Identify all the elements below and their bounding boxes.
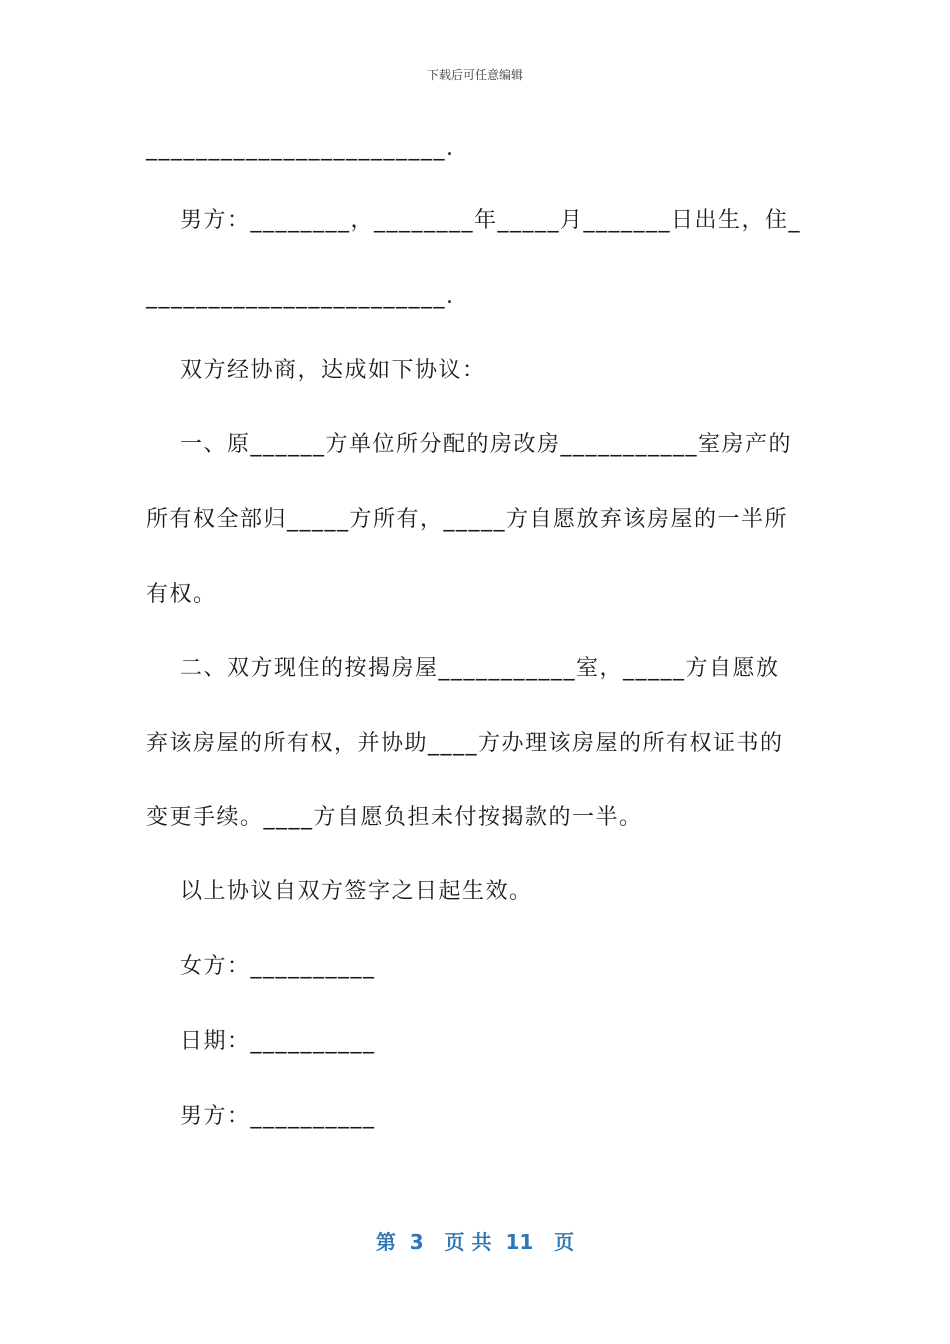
text-line: 以上协议自双方签字之日起生效。 bbox=[146, 879, 533, 904]
text-line: 双方经协商，达成如下协议： bbox=[146, 358, 486, 383]
text-line: 变更手续。____方自愿负担未付按揭款的一半。 bbox=[146, 805, 643, 830]
text-line: 有权。 bbox=[146, 582, 217, 607]
text-line: ________________________. bbox=[146, 136, 455, 161]
page-number: 第 3 页 共 11 页 bbox=[375, 1230, 575, 1254]
signature-line-date: 日期：__________ bbox=[146, 1029, 376, 1054]
signature-line-female: 女方：__________ bbox=[146, 954, 376, 979]
text-line: 二、双方现住的按揭房屋___________室，_____方自愿放 bbox=[146, 656, 780, 681]
text-line: 一、原______方单位所分配的房改房___________室房产的 bbox=[146, 432, 792, 457]
page-header-note: 下载后可任意编辑 bbox=[426, 68, 523, 82]
signature-line-male: 男方：__________ bbox=[146, 1104, 376, 1129]
text-line: ________________________. bbox=[146, 284, 455, 309]
text-line: 弃该房屋的所有权，并协助____方办理该房屋的所有权证书的 bbox=[146, 731, 784, 756]
text-line: 所有权全部归_____方所有，_____方自愿放弃该房屋的一半所 bbox=[146, 507, 789, 532]
text-line: 男方：________，________年_____月_______日出生，住_ bbox=[146, 208, 801, 233]
